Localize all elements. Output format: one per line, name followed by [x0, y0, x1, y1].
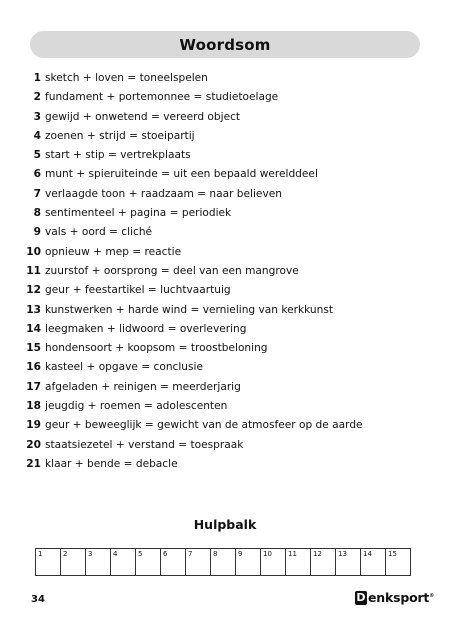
helper-cell-number: 13 — [338, 550, 347, 558]
clue-item — [20, 69, 363, 88]
denksport-logo — [355, 590, 434, 605]
helper-cell[interactable] — [111, 549, 136, 575]
clue-item — [20, 243, 363, 262]
clue-text: geur + beweeglijk = gewicht van de atmosfeer op de aarde — [45, 419, 363, 432]
clue-item — [20, 320, 363, 339]
logo-text: enksport — [368, 590, 430, 605]
clue-text: verlaagde toon + raadzaam = naar believen — [45, 187, 282, 200]
clue-text: zoenen + strijd = stoeipartij — [45, 129, 195, 142]
helper-cell-number: 9 — [238, 550, 243, 558]
clue-item — [20, 416, 363, 435]
clue-item — [20, 204, 363, 223]
clue-text: sentimenteel + pagina = periodiek — [45, 207, 232, 220]
clue-item — [20, 358, 363, 377]
clue-text: gewijd + onwetend = vereerd object — [45, 110, 241, 123]
clue-item — [20, 455, 363, 474]
clue-item — [20, 185, 363, 204]
helper-cell-number: 4 — [113, 550, 118, 558]
clue-number: 8 — [33, 207, 41, 220]
title-bar — [30, 31, 420, 58]
clue-item — [20, 262, 363, 281]
clue-number: 14 — [26, 322, 41, 335]
clue-item — [20, 146, 363, 165]
clue-text: afgeladen + reinigen = meerderjarig — [45, 380, 241, 393]
helper-cell-number: 3 — [88, 550, 93, 558]
clue-number: 11 — [26, 264, 41, 277]
helper-cell-number: 1 — [38, 550, 43, 558]
clue-item — [20, 108, 363, 127]
helper-cell-number: 7 — [188, 550, 193, 558]
clue-text: klaar + bende = debacle — [45, 457, 178, 470]
clue-text: kunstwerken + harde wind = vernieling van kerkkunst — [45, 303, 334, 316]
clue-number: 2 — [33, 91, 41, 104]
clue-number: 7 — [33, 187, 41, 200]
clue-text: fundament + portemonnee = studietoelage — [45, 91, 279, 104]
clue-number: 1 — [33, 72, 41, 84]
clue-item — [20, 436, 363, 455]
helper-cell[interactable] — [211, 549, 236, 575]
clue-list — [20, 69, 363, 474]
clue-number: 9 — [33, 226, 41, 239]
clue-number: 13 — [26, 303, 41, 316]
helper-cell-number: 12 — [313, 550, 322, 558]
helper-cell[interactable] — [261, 549, 286, 575]
clue-number: 17 — [26, 380, 41, 393]
clue-item — [20, 127, 363, 146]
helper-cell-number: 2 — [63, 550, 68, 558]
clue-item — [20, 223, 363, 242]
page-title: Woordsom — [179, 35, 271, 54]
clue-number: 12 — [26, 284, 41, 297]
clue-text: staatsiezetel + verstand = toespraak — [45, 438, 244, 451]
helper-cell[interactable] — [136, 549, 161, 575]
helper-cell[interactable] — [61, 549, 86, 575]
clue-number: 16 — [26, 361, 41, 374]
clue-text: munt + spieruiteinde = uit een bepaald werelddeel — [45, 168, 318, 181]
helper-cell[interactable] — [361, 549, 386, 575]
helper-cell-number: 11 — [288, 550, 297, 558]
clue-number: 15 — [26, 342, 41, 355]
helper-cell-number: 6 — [163, 550, 168, 558]
clue-number: 10 — [26, 245, 41, 258]
clue-text: hondensoort + koopsom = troostbeloning — [45, 342, 268, 355]
helper-cell-number: 10 — [263, 550, 272, 558]
logo-trademark: ® — [429, 592, 435, 599]
clue-number: 5 — [33, 149, 41, 162]
helper-cell[interactable] — [286, 549, 311, 575]
clue-number: 19 — [26, 419, 41, 432]
helper-cell[interactable] — [186, 549, 211, 575]
clue-item — [20, 397, 363, 416]
clue-text: vals + oord = cliché — [45, 226, 153, 239]
clue-number: 20 — [26, 438, 41, 451]
clue-text: leegmaken + lidwoord = overlevering — [45, 322, 247, 335]
helper-cell[interactable] — [86, 549, 111, 575]
helper-cell[interactable] — [336, 549, 361, 575]
helper-cell-number: 14 — [363, 550, 372, 558]
clue-text: zuurstof + oorsprong = deel van een mangrove — [45, 264, 299, 277]
helper-cell[interactable] — [236, 549, 261, 575]
clue-number: 18 — [26, 400, 41, 413]
helper-title: Hulpbalk — [193, 517, 257, 532]
clue-number: 3 — [33, 110, 41, 123]
clue-text: geur + feestartikel = luchtvaartuig — [45, 284, 231, 297]
clue-item — [20, 339, 363, 358]
helper-cell[interactable] — [36, 549, 61, 575]
helper-cell-number: 8 — [213, 550, 218, 558]
helper-cell-number: 15 — [388, 550, 397, 558]
clue-item — [20, 281, 363, 300]
helper-cell[interactable] — [386, 549, 410, 575]
clue-text: opnieuw + mep = reactie — [45, 245, 182, 258]
clue-number: 21 — [26, 457, 41, 470]
clue-item — [20, 88, 363, 107]
clue-item — [20, 378, 363, 397]
logo-wordmark — [368, 590, 434, 605]
clue-text: jeugdig + roemen = adolescenten — [45, 400, 228, 413]
helper-cell[interactable] — [161, 549, 186, 575]
helper-cell[interactable] — [311, 549, 336, 575]
clue-number: 6 — [33, 168, 41, 181]
clue-text: kasteel + opgave = conclusie — [45, 361, 204, 374]
logo-initial: D — [356, 590, 366, 604]
helper-grid — [35, 548, 411, 576]
page-number: 34 — [31, 594, 45, 605]
logo-box — [355, 591, 367, 605]
clue-number: 4 — [33, 129, 41, 142]
clue-text: sketch + loven = toneelspelen — [45, 72, 208, 84]
clue-text: start + stip = vertrekplaats — [45, 149, 191, 162]
clue-item — [20, 301, 363, 320]
clue-item — [20, 165, 363, 184]
helper-cell-number: 5 — [138, 550, 143, 558]
